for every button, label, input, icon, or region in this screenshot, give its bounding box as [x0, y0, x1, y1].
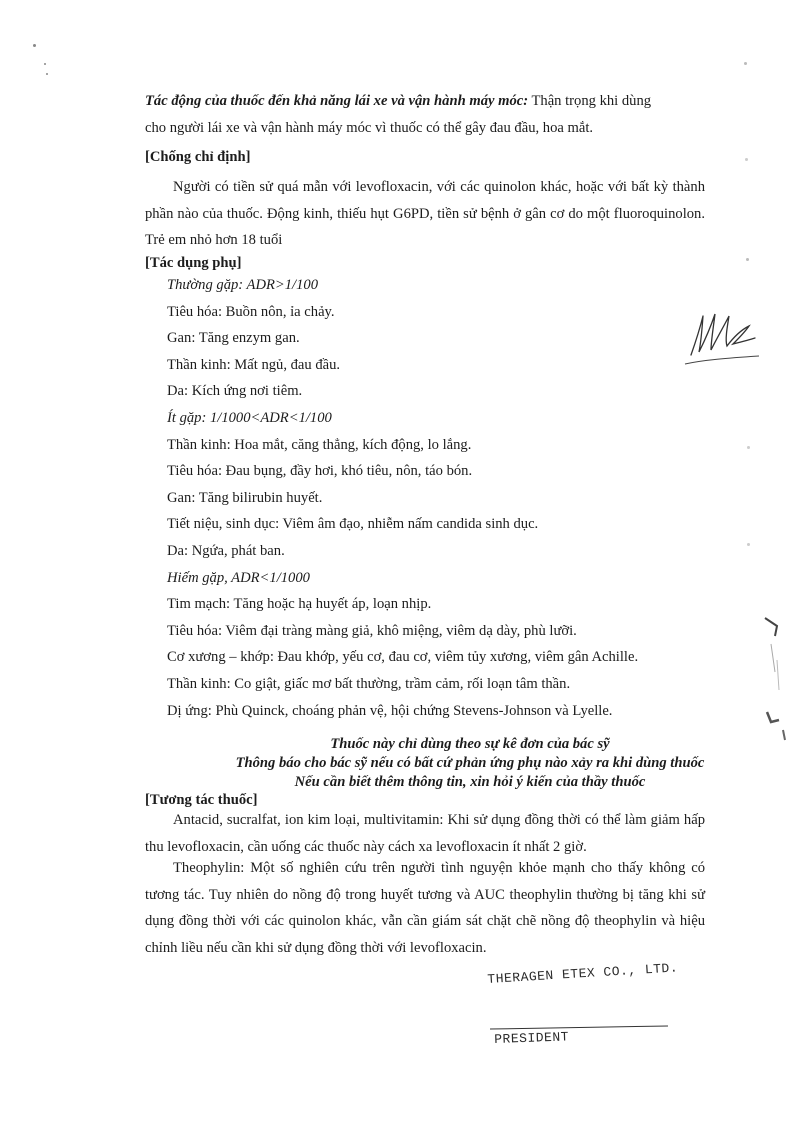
side-effect-item: Tiêu hóa: Buồn nôn, ỉa chảy.	[167, 303, 335, 320]
contraindications-text: Người có tiền sử quá mẫn với levofloxacin, với các quinolon khác, hoặc với bất kỳ thành phần nào của thuốc. Động kinh, thiếu hụt G6PD, tiền sử bệnh ở gân cơ do một fluoroquinolon. Trẻ em nhỏ hơn 18 tuổi	[145, 179, 705, 248]
scan-speck	[33, 44, 36, 47]
warning-line-2: Thông báo cho bác sỹ nếu có bất cứ phản ứng phụ nào xảy ra khi dùng thuốc	[235, 755, 705, 771]
side-effect-item: Tiêu hóa: Đau bụng, đầy hơi, khó tiêu, nôn, táo bón.	[167, 463, 473, 480]
binding-marks	[755, 600, 795, 750]
side-effect-item: Thần kinh: Hoa mắt, căng thẳng, kích động, lo lắng.	[167, 436, 472, 453]
contraindications-heading: [Chống chỉ định]	[145, 149, 251, 165]
scan-speck	[46, 73, 48, 75]
driving-text: Thận trọng khi dùng	[528, 93, 652, 109]
side-effect-item: Gan: Tăng enzym gan.	[167, 330, 300, 347]
frequency-heading: Hiếm gặp, ADR<1/1000	[167, 569, 310, 586]
prescription-warning	[145, 735, 795, 792]
interactions-para-2: Theophylin: Một số nghiên cứu trên người tình nguyện khỏe mạnh cho thấy không có tương tác. Tuy nhiên do nồng độ trong huyết tương và AUC theophylin thường bị tăng khi sử dụng đồng thời với các quinolon khác, vẫn cần giám sát chặt chẽ nồng độ theophylin và hiệu chỉnh liều nếu cần khi sử dụng đồng thời với levofloxacin.	[145, 860, 705, 956]
scan-speck	[745, 158, 748, 161]
driving-paragraph	[145, 88, 705, 141]
interactions-heading: [Tương tác thuốc]	[145, 792, 258, 808]
side-effect-item: Tiêu hóa: Viêm đại tràng màng giả, khô miệng, viêm dạ dày, phù lưỡi.	[167, 622, 577, 639]
frequency-heading: Thường gặp: ADR>1/100	[167, 277, 318, 293]
side-effect-item: Tim mạch: Tăng hoặc hạ huyết áp, loạn nhịp.	[167, 596, 432, 613]
side-effect-item: Cơ xương – khớp: Đau khớp, yếu cơ, đau cơ, viêm tủy xương, viêm gân Achille.	[167, 649, 639, 666]
side-effect-item: Da: Ngứa, phát ban.	[167, 543, 285, 559]
side-effect-item: Dị ứng: Phù Quinck, choáng phản vệ, hội chứng Stevens-Johnson và Lyelle.	[167, 702, 613, 719]
company-stamp: THERAGEN ETEX CO., LTD.	[487, 960, 679, 987]
side-effect-item: Tiết niệu, sinh dục: Viêm âm đạo, nhiễm nấm candida sinh dục.	[167, 516, 539, 533]
scan-speck	[747, 543, 750, 546]
scan-speck	[746, 258, 749, 261]
scan-speck	[747, 446, 750, 449]
side-effect-item: Thần kinh: Co giật, giấc mơ bất thường, trầm cảm, rối loạn tâm thần.	[167, 676, 571, 692]
side-effect-item: Thần kinh: Mất ngủ, đau đầu.	[167, 356, 341, 373]
scan-speck	[744, 62, 747, 65]
frequency-heading: Ít gặp: 1/1000<ADR<1/100	[167, 410, 332, 426]
warning-line-3: Nếu cần biết thêm thông tin, xin hỏi ý kiến của thầy thuốc	[294, 774, 646, 790]
side-effects-heading: [Tác dụng phụ]	[145, 255, 242, 271]
side-effect-item: Da: Kích ứng nơi tiêm.	[167, 383, 303, 400]
warning-line-1: Thuốc này chỉ dùng theo sự kê đơn của bác sỹ	[330, 736, 610, 752]
president-label: PRESIDENT	[494, 1029, 570, 1047]
scan-speck	[44, 63, 46, 65]
handwritten-initials	[683, 300, 763, 375]
side-effect-item: Gan: Tăng bilirubin huyết.	[167, 489, 323, 506]
driving-title: Tác động của thuốc đến khả năng lái xe và vận hành máy móc:	[145, 93, 529, 109]
interactions-para-1: Antacid, sucralfat, ion kim loại, multivitamin: Khi sử dụng đồng thời có thể làm giảm hấp thu levofloxacin, cần uống các thuốc này cách xa levofloxacin ít nhất 2 giờ.	[145, 812, 705, 855]
driving-text-line2: cho người lái xe và vận hành máy móc vì thuốc có thể gây đau đầu, hoa mắt.	[145, 119, 594, 136]
signature-line	[490, 1025, 668, 1029]
